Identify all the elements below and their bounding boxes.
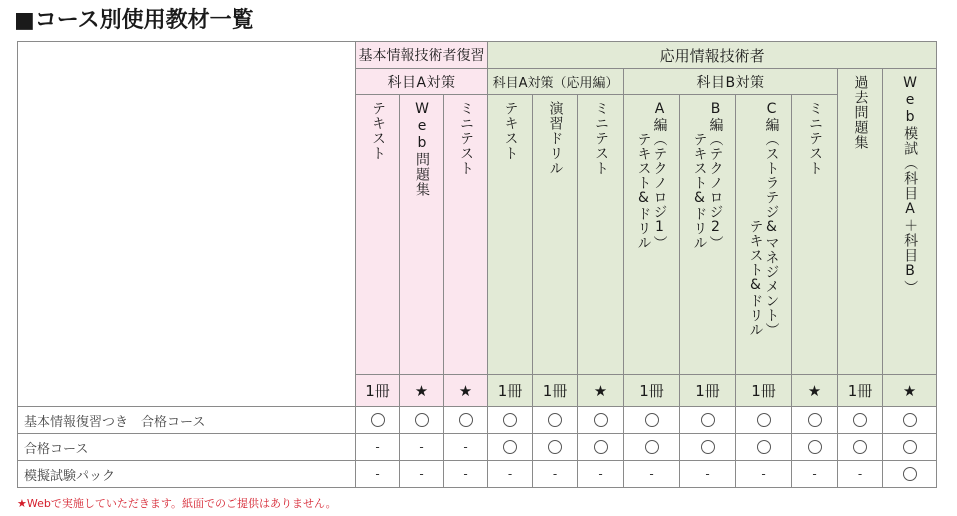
corner-cell bbox=[18, 42, 356, 407]
course-cell bbox=[792, 461, 838, 488]
col-label: 演習ドリル bbox=[547, 101, 564, 176]
circle-icon bbox=[503, 413, 517, 427]
circle-icon bbox=[503, 440, 517, 454]
subgroup-subject-a-applied: 科目A対策（応用編） bbox=[488, 69, 624, 95]
circle-icon bbox=[701, 440, 715, 454]
group-applied: 応用情報技術者 bbox=[488, 42, 937, 69]
col-drill bbox=[533, 95, 578, 375]
col-label: Web模試（科目A＋科目B） bbox=[902, 75, 919, 295]
col-label: テキスト bbox=[502, 101, 519, 161]
col-mini-test-b bbox=[792, 95, 838, 375]
circle-icon bbox=[645, 413, 659, 427]
course-cell bbox=[883, 461, 937, 488]
circle-icon bbox=[459, 413, 473, 427]
dash-mark: - bbox=[419, 439, 424, 454]
course-cell bbox=[838, 434, 883, 461]
dash-mark: - bbox=[463, 439, 468, 454]
course-cell bbox=[400, 434, 444, 461]
col-mini-test-basic bbox=[444, 95, 488, 375]
course-cell bbox=[736, 461, 792, 488]
course-cell bbox=[624, 407, 680, 434]
dash-mark: - bbox=[419, 466, 424, 481]
dash-mark: - bbox=[761, 466, 766, 481]
circle-icon bbox=[548, 413, 562, 427]
col-label-sub: C編（ストラテジ&マネジメント） bbox=[763, 101, 780, 337]
qty-cell: 1冊 bbox=[356, 375, 400, 407]
qty-cell: ★ bbox=[792, 375, 838, 407]
circle-icon bbox=[853, 440, 867, 454]
course-cell bbox=[680, 407, 736, 434]
page-title: ■コース別使用教材一覧 bbox=[14, 8, 254, 33]
course-cell bbox=[838, 461, 883, 488]
circle-icon bbox=[594, 413, 608, 427]
col-mini-test-a bbox=[578, 95, 624, 375]
circle-icon bbox=[371, 413, 385, 427]
dash-mark: - bbox=[375, 466, 380, 481]
course-cell bbox=[533, 407, 578, 434]
course-cell bbox=[356, 461, 400, 488]
circle-icon bbox=[415, 413, 429, 427]
circle-icon bbox=[853, 413, 867, 427]
circle-icon bbox=[757, 413, 771, 427]
course-cell bbox=[680, 461, 736, 488]
col-past-exams bbox=[838, 69, 883, 375]
course-cell bbox=[792, 407, 838, 434]
col-label: ミニテスト bbox=[807, 101, 824, 176]
course-cell bbox=[444, 407, 488, 434]
course-cell bbox=[400, 461, 444, 488]
col-text-drill-b bbox=[680, 95, 736, 375]
col-label: テキスト bbox=[370, 101, 386, 161]
col-web-mock bbox=[883, 69, 937, 375]
col-label: テキスト&ドリル bbox=[747, 219, 764, 337]
course-cell bbox=[736, 434, 792, 461]
course-cell bbox=[883, 407, 937, 434]
circle-icon bbox=[701, 413, 715, 427]
table-row bbox=[18, 434, 937, 461]
circle-icon bbox=[903, 413, 917, 427]
course-cell bbox=[736, 407, 792, 434]
col-label: Web問題集 bbox=[414, 101, 430, 197]
dash-mark: - bbox=[598, 466, 603, 481]
table-row bbox=[18, 407, 937, 434]
circle-icon bbox=[808, 440, 822, 454]
course-cell bbox=[680, 434, 736, 461]
dash-mark: - bbox=[857, 466, 863, 481]
col-label: ミニテスト bbox=[593, 101, 610, 176]
qty-cell: 1冊 bbox=[624, 375, 680, 407]
course-name: 合格コース bbox=[18, 434, 356, 461]
course-cell bbox=[488, 461, 533, 488]
col-label: ミニテスト bbox=[458, 101, 474, 176]
circle-icon bbox=[645, 440, 659, 454]
qty-cell: 1冊 bbox=[838, 375, 883, 407]
col-text-basic bbox=[356, 95, 400, 375]
dash-mark: - bbox=[552, 466, 558, 481]
col-text-drill-a bbox=[624, 95, 680, 375]
dash-mark: - bbox=[463, 466, 468, 481]
course-cell bbox=[444, 434, 488, 461]
course-cell bbox=[883, 434, 937, 461]
course-cell bbox=[792, 434, 838, 461]
course-cell bbox=[624, 434, 680, 461]
circle-icon bbox=[808, 413, 822, 427]
course-cell bbox=[624, 461, 680, 488]
qty-cell: 1冊 bbox=[488, 375, 533, 407]
course-materials-table bbox=[17, 41, 937, 488]
qty-cell: 1冊 bbox=[680, 375, 736, 407]
dash-mark: - bbox=[375, 439, 380, 454]
col-web-problems bbox=[400, 95, 444, 375]
course-cell bbox=[488, 434, 533, 461]
circle-icon bbox=[594, 440, 608, 454]
col-label: 過去問題集 bbox=[852, 75, 869, 150]
circle-icon bbox=[548, 440, 562, 454]
col-text-applied bbox=[488, 95, 533, 375]
qty-cell: 1冊 bbox=[533, 375, 578, 407]
course-cell bbox=[356, 434, 400, 461]
course-cell bbox=[356, 407, 400, 434]
footnote: ★Webで実施していただきます。紙面でのご提供はありません。 bbox=[17, 497, 337, 510]
subgroup-subject-b: 科目B対策 bbox=[624, 69, 838, 95]
col-label: テキスト&ドリル bbox=[635, 132, 652, 250]
course-cell bbox=[533, 461, 578, 488]
course-name: 模擬試験パック bbox=[18, 461, 356, 488]
course-cell bbox=[488, 407, 533, 434]
course-cell bbox=[578, 461, 624, 488]
qty-cell: ★ bbox=[400, 375, 444, 407]
course-cell bbox=[578, 407, 624, 434]
circle-icon bbox=[757, 440, 771, 454]
circle-icon bbox=[903, 467, 917, 481]
course-cell bbox=[444, 461, 488, 488]
dash-mark: - bbox=[507, 466, 513, 481]
qty-cell: 1冊 bbox=[736, 375, 792, 407]
circle-icon bbox=[903, 440, 917, 454]
course-name: 基本情報復習つき 合格コース bbox=[18, 407, 356, 434]
dash-mark: - bbox=[649, 466, 654, 481]
dash-mark: - bbox=[705, 466, 710, 481]
course-cell bbox=[578, 434, 624, 461]
qty-cell: ★ bbox=[444, 375, 488, 407]
qty-cell: ★ bbox=[883, 375, 937, 407]
course-cell bbox=[400, 407, 444, 434]
course-cell bbox=[533, 434, 578, 461]
table-row bbox=[18, 461, 937, 488]
col-label-sub: B編（テクノロジ2） bbox=[707, 101, 724, 250]
group-basic-review: 基本情報技術者復習 bbox=[356, 42, 488, 69]
col-label-sub: A編（テクノロジ1） bbox=[651, 101, 668, 250]
qty-cell: ★ bbox=[578, 375, 624, 407]
dash-mark: - bbox=[812, 466, 817, 481]
course-cell bbox=[838, 407, 883, 434]
subgroup-subject-a: 科目A対策 bbox=[356, 69, 488, 95]
col-label: テキスト&ドリル bbox=[691, 132, 708, 250]
col-text-drill-c bbox=[736, 95, 792, 375]
